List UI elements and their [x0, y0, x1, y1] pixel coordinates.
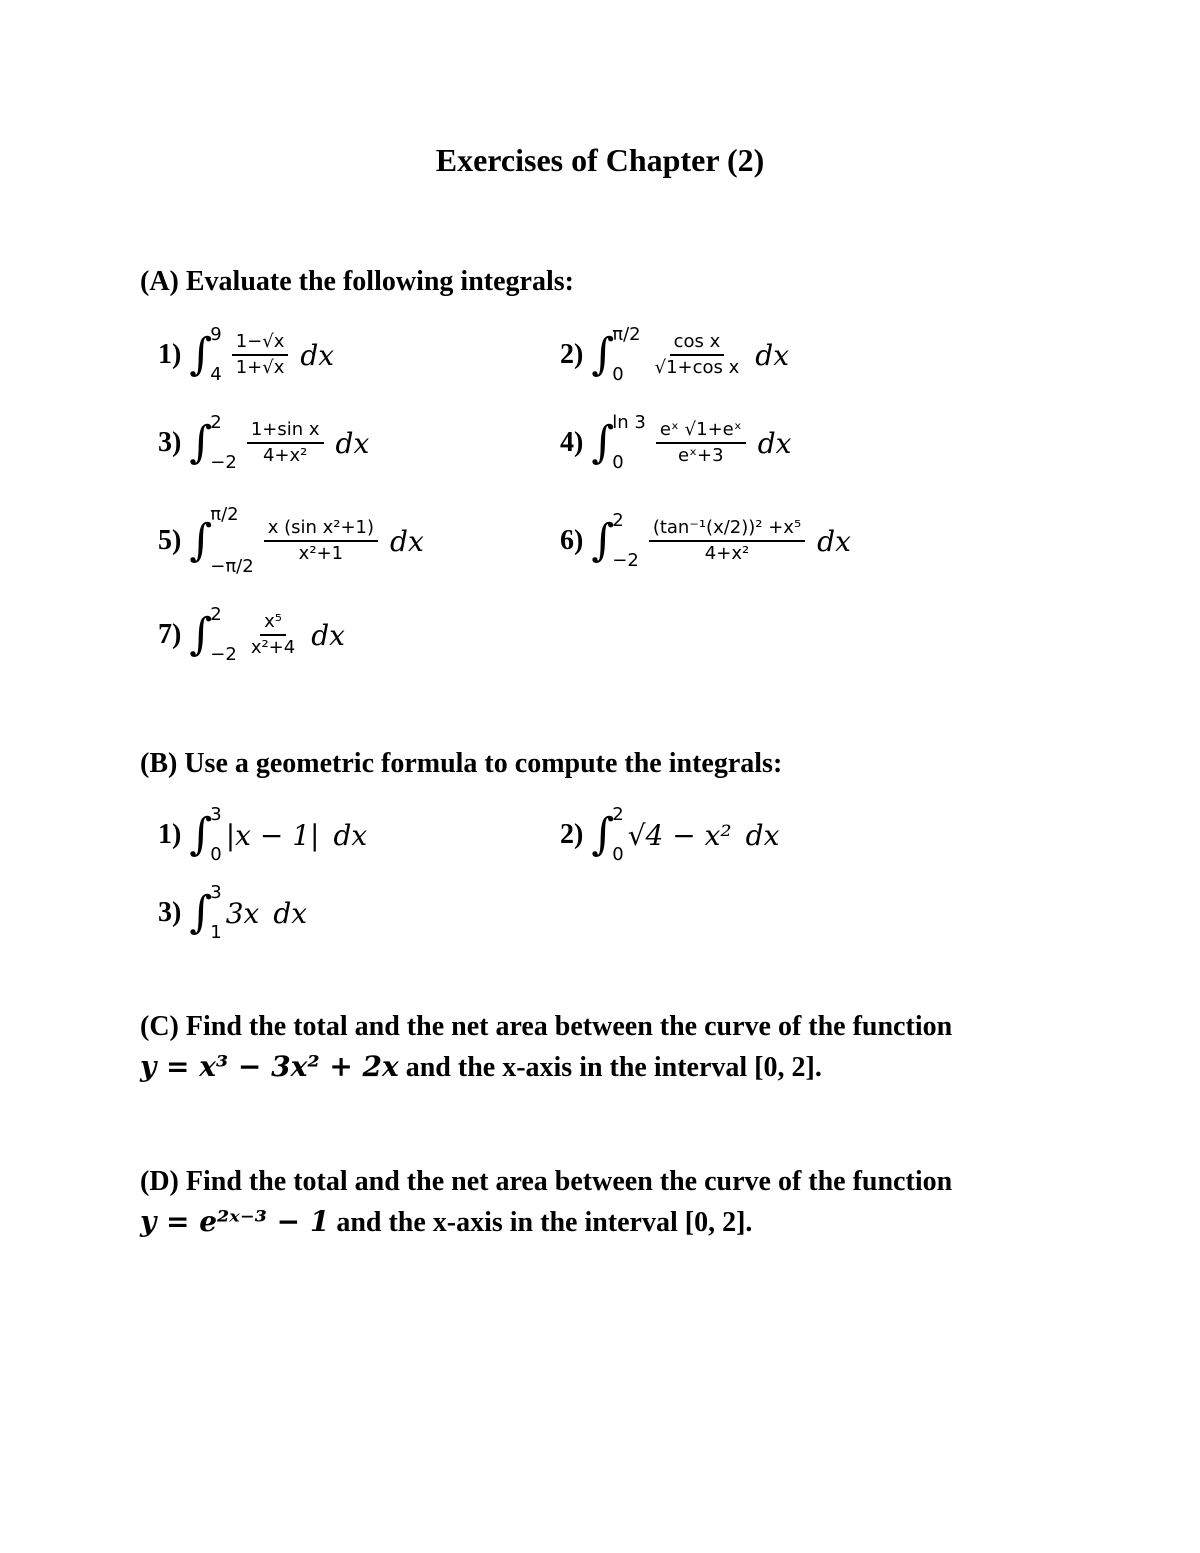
integrand-fraction [264, 518, 378, 564]
integral-sign: ∫ π/2 −π/2 [189, 504, 254, 577]
numerator: x⁵ [260, 612, 286, 636]
lower-limit: 4 [210, 364, 222, 385]
integrand: √4 − x² [627, 818, 732, 852]
section-c-function: y = x³ − 3x² + 2x [140, 1050, 399, 1083]
integral-sign: ∫ 9 4 [189, 324, 222, 385]
problem-b3 [158, 884, 307, 942]
problem-number: 1) [158, 819, 182, 850]
problem-a3 [158, 414, 369, 472]
numerator: cos x [670, 332, 725, 356]
upper-limit: π/2 [210, 504, 239, 525]
section-b-heading: (B) Use a geometric formula to compute the integrals: [140, 748, 783, 779]
upper-limit: 2 [612, 804, 624, 825]
problem-number: 4) [560, 427, 584, 458]
upper-limit: 3 [210, 804, 222, 825]
lower-limit: −2 [612, 550, 639, 571]
upper-limit: ln 3 [612, 412, 646, 433]
section-c-line1: (C) Find the total and the net area between the curve of the function [140, 1011, 953, 1042]
denominator: 4+x² [704, 543, 750, 564]
section-d-line1: (D) Find the total and the net area between the curve of the function [140, 1166, 953, 1197]
upper-limit: 2 [210, 604, 222, 625]
differential: dx [273, 896, 308, 930]
lower-limit: −2 [210, 644, 237, 665]
section-d-line2: and the x-axis in the interval [0, 2]. [329, 1207, 753, 1238]
section-d [140, 1162, 1080, 1243]
denominator: 4+x² [262, 445, 308, 466]
numerator: eˣ √1+eˣ [656, 420, 746, 444]
problem-number: 1) [158, 339, 182, 370]
lower-limit: −π/2 [210, 556, 254, 577]
problem-a5 [158, 506, 424, 576]
lower-limit: 1 [210, 922, 222, 943]
integral-sign: ∫ 3 1 [189, 882, 222, 943]
section-a-heading: (A) Evaluate the following integrals: [140, 266, 574, 297]
denominator: √1+cos x [654, 357, 740, 378]
lower-limit: −2 [210, 452, 237, 473]
integral-sign: ∫ 2 −2 [189, 412, 237, 473]
problem-number: 5) [158, 525, 182, 556]
lower-limit: 0 [612, 844, 624, 865]
problem-number: 2) [560, 819, 584, 850]
integrand-fraction [651, 332, 744, 378]
problem-number: 3) [158, 897, 182, 928]
problem-a2 [560, 326, 789, 384]
differential: dx [311, 618, 345, 652]
problem-a1 [158, 326, 334, 384]
integrand-fraction [656, 420, 746, 466]
upper-limit: 2 [210, 412, 222, 433]
upper-limit: π/2 [612, 324, 641, 345]
problem-b2 [560, 806, 779, 864]
problem-number: 7) [158, 619, 182, 650]
section-c-line2: and the x-axis in the interval [0, 2]. [398, 1052, 822, 1083]
integrand-fraction [247, 420, 324, 466]
integral-sign: ∫ ln 3 0 [591, 412, 646, 473]
page-title: Exercises of Chapter (2) [435, 142, 765, 178]
integral-sign: ∫ π/2 0 [591, 324, 641, 385]
problem-a7 [158, 606, 345, 664]
upper-limit: 2 [612, 510, 624, 531]
lower-limit: 0 [612, 452, 624, 473]
differential: dx [817, 524, 851, 558]
integral-sign: ∫ 3 0 [189, 804, 222, 865]
lower-limit: 0 [210, 844, 222, 865]
denominator: 1+√x [235, 357, 285, 378]
integral-sign: ∫ 2 0 [591, 804, 624, 865]
differential: dx [390, 524, 424, 558]
problem-number: 6) [560, 525, 584, 556]
denominator: x²+1 [298, 543, 344, 564]
problem-a6 [560, 512, 851, 570]
numerator: 1−√x [232, 332, 289, 356]
upper-limit: 3 [210, 882, 222, 903]
denominator: eˣ+3 [677, 445, 724, 466]
problem-b1 [158, 806, 367, 864]
differential: dx [745, 818, 780, 852]
integrand: 3x [225, 896, 260, 930]
lower-limit: 0 [612, 364, 624, 385]
problem-a4 [560, 414, 791, 472]
problem-number: 3) [158, 427, 182, 458]
integrand-fraction [649, 518, 805, 564]
integral-sign: ∫ 2 −2 [189, 604, 237, 665]
differential: dx [757, 426, 792, 460]
integrand-fraction [247, 612, 299, 658]
integral-sign: ∫ 2 −2 [591, 510, 639, 571]
differential: dx [755, 338, 790, 372]
numerator: x (sin x²+1) [264, 518, 378, 542]
differential: dx [300, 338, 335, 372]
denominator: x²+4 [250, 637, 296, 658]
differential: dx [333, 818, 368, 852]
upper-limit: 9 [210, 324, 222, 345]
section-c [140, 1007, 1080, 1088]
problem-number: 2) [560, 339, 584, 370]
integrand-fraction [232, 332, 289, 378]
integrand: |x − 1| [225, 818, 320, 852]
section-d-function: y = e²ˣ⁻³ − 1 [140, 1205, 330, 1238]
differential: dx [335, 426, 370, 460]
numerator: (tan⁻¹(x/2))² +x⁵ [649, 518, 805, 542]
numerator: 1+sin x [247, 420, 324, 444]
